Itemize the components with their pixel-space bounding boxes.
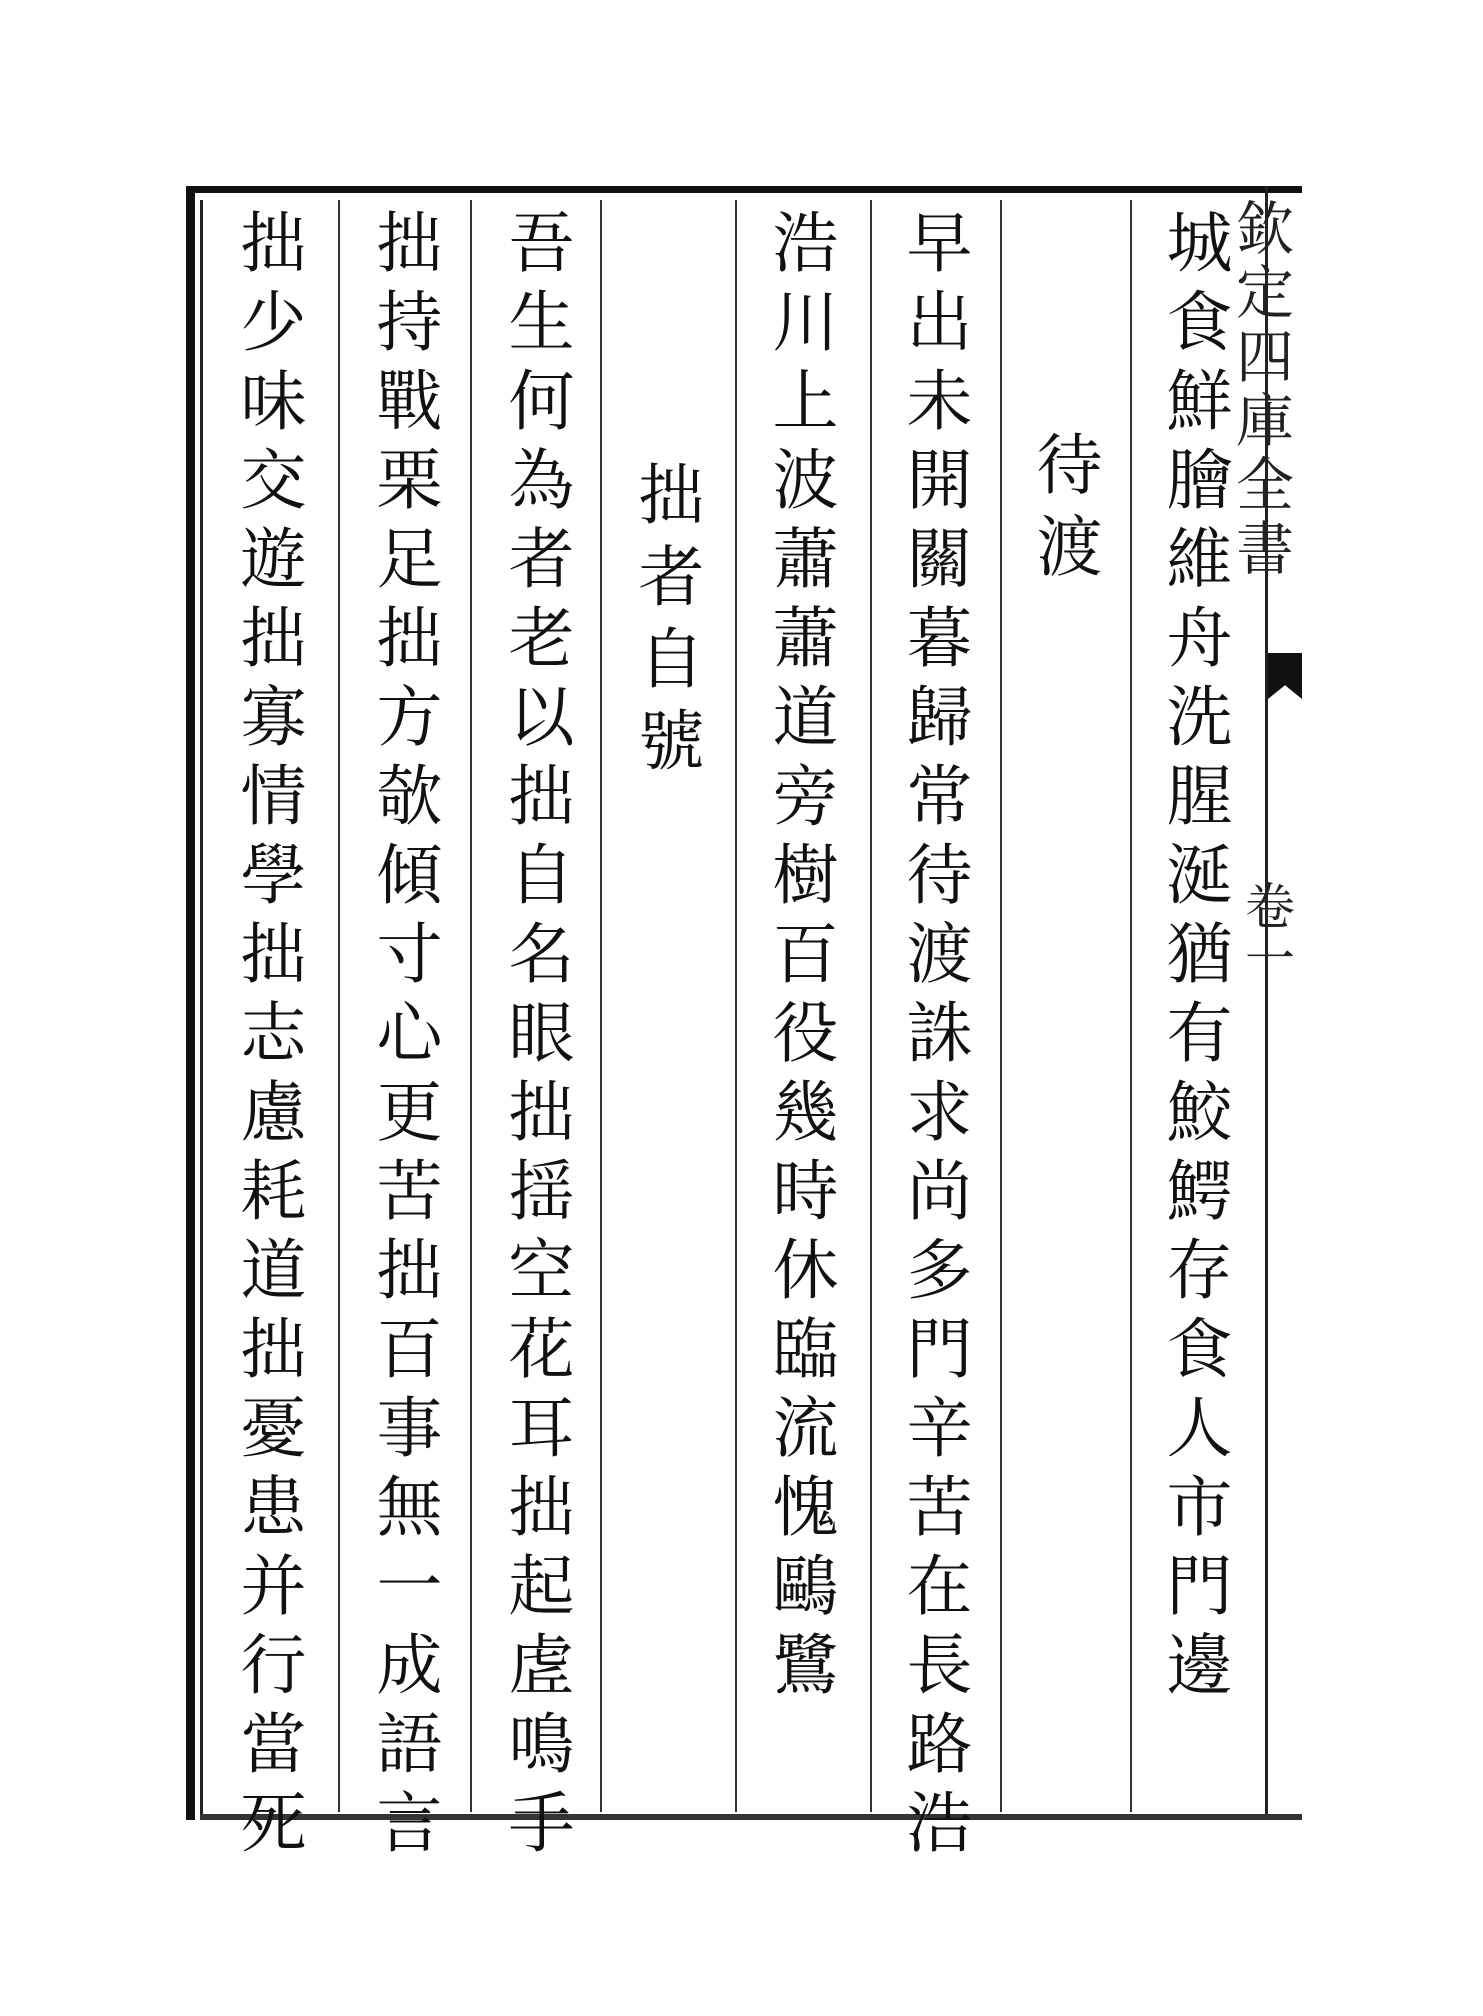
text-column-7: 拙持戰栗足拙方欹傾寸心更苦拙百事無一成語言	[365, 208, 442, 1867]
column-rule	[1130, 200, 1132, 1812]
column-rule	[1000, 200, 1002, 1812]
frame-border-left-inner	[200, 200, 203, 1814]
column-rule	[338, 200, 340, 1812]
text-column-8: 拙少味交遊拙寡情學拙志慮耗道拙憂患并行當死	[229, 208, 306, 1867]
banxin-book-title: 欽定四庫全書	[1226, 198, 1294, 582]
column-rule	[470, 200, 472, 1812]
text-column-6: 吾生何為者老以拙自名眼拙揺空花耳拙起虗鳴手	[497, 208, 574, 1867]
banxin-volume: 卷一	[1237, 880, 1295, 984]
frame-border-top	[186, 186, 1302, 193]
column-rule	[735, 200, 737, 1812]
poem-title-clumsy-one: 拙者自號	[627, 460, 704, 788]
frame-border-left	[186, 186, 195, 1820]
text-column-1: 城食鮮膾維舟洗腥涎猶有鮫鰐存食人市門邊	[1155, 208, 1232, 1709]
column-rule	[600, 200, 602, 1812]
fish-tail-mark-icon	[1268, 653, 1302, 699]
column-rule	[870, 200, 872, 1812]
poem-title-waiting-for-ferry: 待渡	[1025, 430, 1102, 594]
text-column-4: 浩川上波蕭蕭道旁樹百役幾時休臨流愧鷗鷺	[761, 208, 838, 1709]
text-column-3: 早出未開關暮歸常待渡誅求尚多門辛苦在長路浩	[895, 208, 972, 1867]
